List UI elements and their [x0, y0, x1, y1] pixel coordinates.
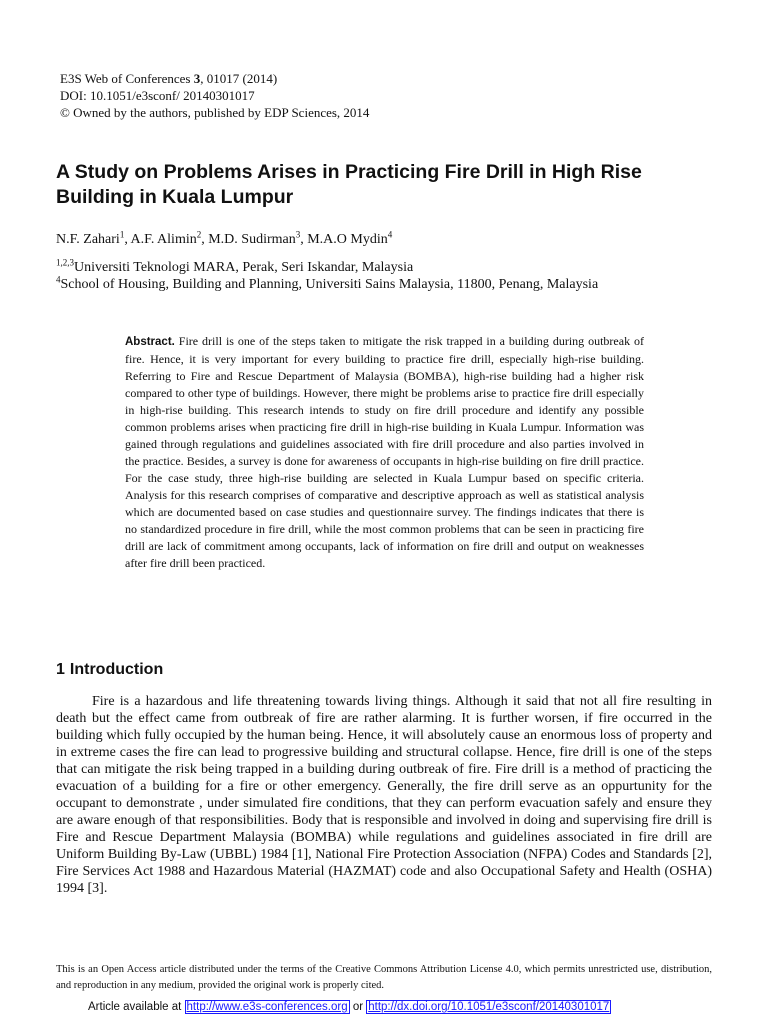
author: M.A.O Mydin$^4$	[307, 229, 393, 247]
article-availability	[88, 1001, 611, 1013]
copyright-line: © Owned by the authors, published by EDP Sciences, 2014	[60, 105, 370, 120]
abstract-label: Abstract.	[125, 336, 175, 348]
conference-link[interactable]: http://www.e3s-conferences.org	[186, 1001, 348, 1013]
journal-volume: 3	[193, 71, 201, 86]
paper-title: A Study on Problems Arises in Practicing Fire Drill in High Rise Building in Kuala Lumpur	[56, 161, 642, 208]
doi-link[interactable]: http://dx.doi.org/10.1051/e3sconf/20140301017	[368, 1001, 610, 1013]
author: M.D. Sudirman$^3$,	[208, 229, 308, 247]
author-list	[56, 229, 393, 248]
journal-name: E3S Web of Conferences	[60, 71, 194, 86]
affiliation: $^{1,2,3}$Universiti Teknologi MARA, Perak, Seri Iskandar, Malaysia	[56, 257, 414, 275]
article-info: , 01017 (2014)	[200, 71, 278, 86]
section-heading	[56, 661, 168, 679]
journal-header	[60, 70, 369, 121]
journal-citation	[60, 70, 369, 87]
section-title: Introduction	[69, 661, 164, 678]
abstract	[125, 333, 644, 572]
section-number: 1	[56, 661, 65, 678]
doi-line: DOI: 10.1051/e3sconf/ 20140301017	[60, 88, 255, 103]
affiliation: $^4$School of Housing, Building and Planning, Universiti Sains Malaysia, 11800, Penang, Malaysia	[56, 274, 599, 292]
license-note: This is an Open Access article distributed under the terms of the Creative Commons Attribution License 4.0, which permits unrestricted use, distribution, and reproduction in any medium, provided the original work is properly cited.	[56, 964, 712, 991]
abstract-text: Fire drill is one of the steps taken to mitigate the risk trapped in a building during outbreak of fire. Hence, it is very important for every building to practice fire drill, especially high-rise building. Referring to Fire and Rescue Department of Malaysia (BOMBA), high-rise building had a higher risk compared to other type of buildings. However, there might be problems arise to practice fire drill especially in high-rise building. This research intends to study on fire drill procedure and identify any possible common problems arises when practicing fire drill in high-rise building in Kuala Lumpur. Information was gained through regulations and guidelines associated with fire drill procedure and also parties involved in the practice. Besides, a survey is done for awareness of occupants in high-rise building on fire drill practice. For the case study, three high-rise building are selected in Kuala Lumpur based on specific criteria. Analysis for this research comprises of comparative and descriptive approach as well as statistical analysis which are documented based on case studies and questionnaire survey. The findings indicates that there is no standardized procedure in fire drill, while the most common problems that can be seen in practicing fire drill are lack of commitment among occupants, lack of information on fire drill and output on weaknesses after fire drill been practiced.	[125, 334, 644, 570]
availability-label: Article available at	[88, 1001, 185, 1013]
introduction-paragraph: Fire is a hazardous and life threatening towards living things. Although it said that not all fire resulting in death but the effect came from outbreak of fire are rather alarming. It is further worsen, if fire occurred in the building which fully occupied by the human being. Hence, it will absolutely cause an enormous loss of property and in extreme cases the fire can lead to progressive building and structural collapse. Hence, fire drill is one of the steps that can mitigate the risk being trapped in a building during outbreak of fire. Fire drill is a method of practicing the evacuation of a building for a fire or other emergency. Generally, the fire drill serve as an oppurtunity for the occupant to demonstrate , under simulated fire conditions, that they can perform evacuation safely and ensure they are aware enough of that responsibilities. Body that is responsible and involved in doing and supervising fire drill is Fire and Rescue Department Malaysia (BOMBA) while regulations and guidelines associated in fire drill are Uniform Building By-Law (UBBL) 1984 [1], National Fire Protection Association (NFPA) Codes and Standards [2], Fire Services Act 1988 and Hazardous Material (HAZMAT) code and also Occupational Safety and Health (OSHA) 1994 [3].	[56, 694, 712, 896]
author: N.F. Zahari$^1$,	[56, 229, 131, 247]
or-separator: or	[349, 1001, 367, 1013]
author: A.F. Alimin$^2$,	[130, 229, 209, 247]
affiliations	[56, 259, 598, 293]
